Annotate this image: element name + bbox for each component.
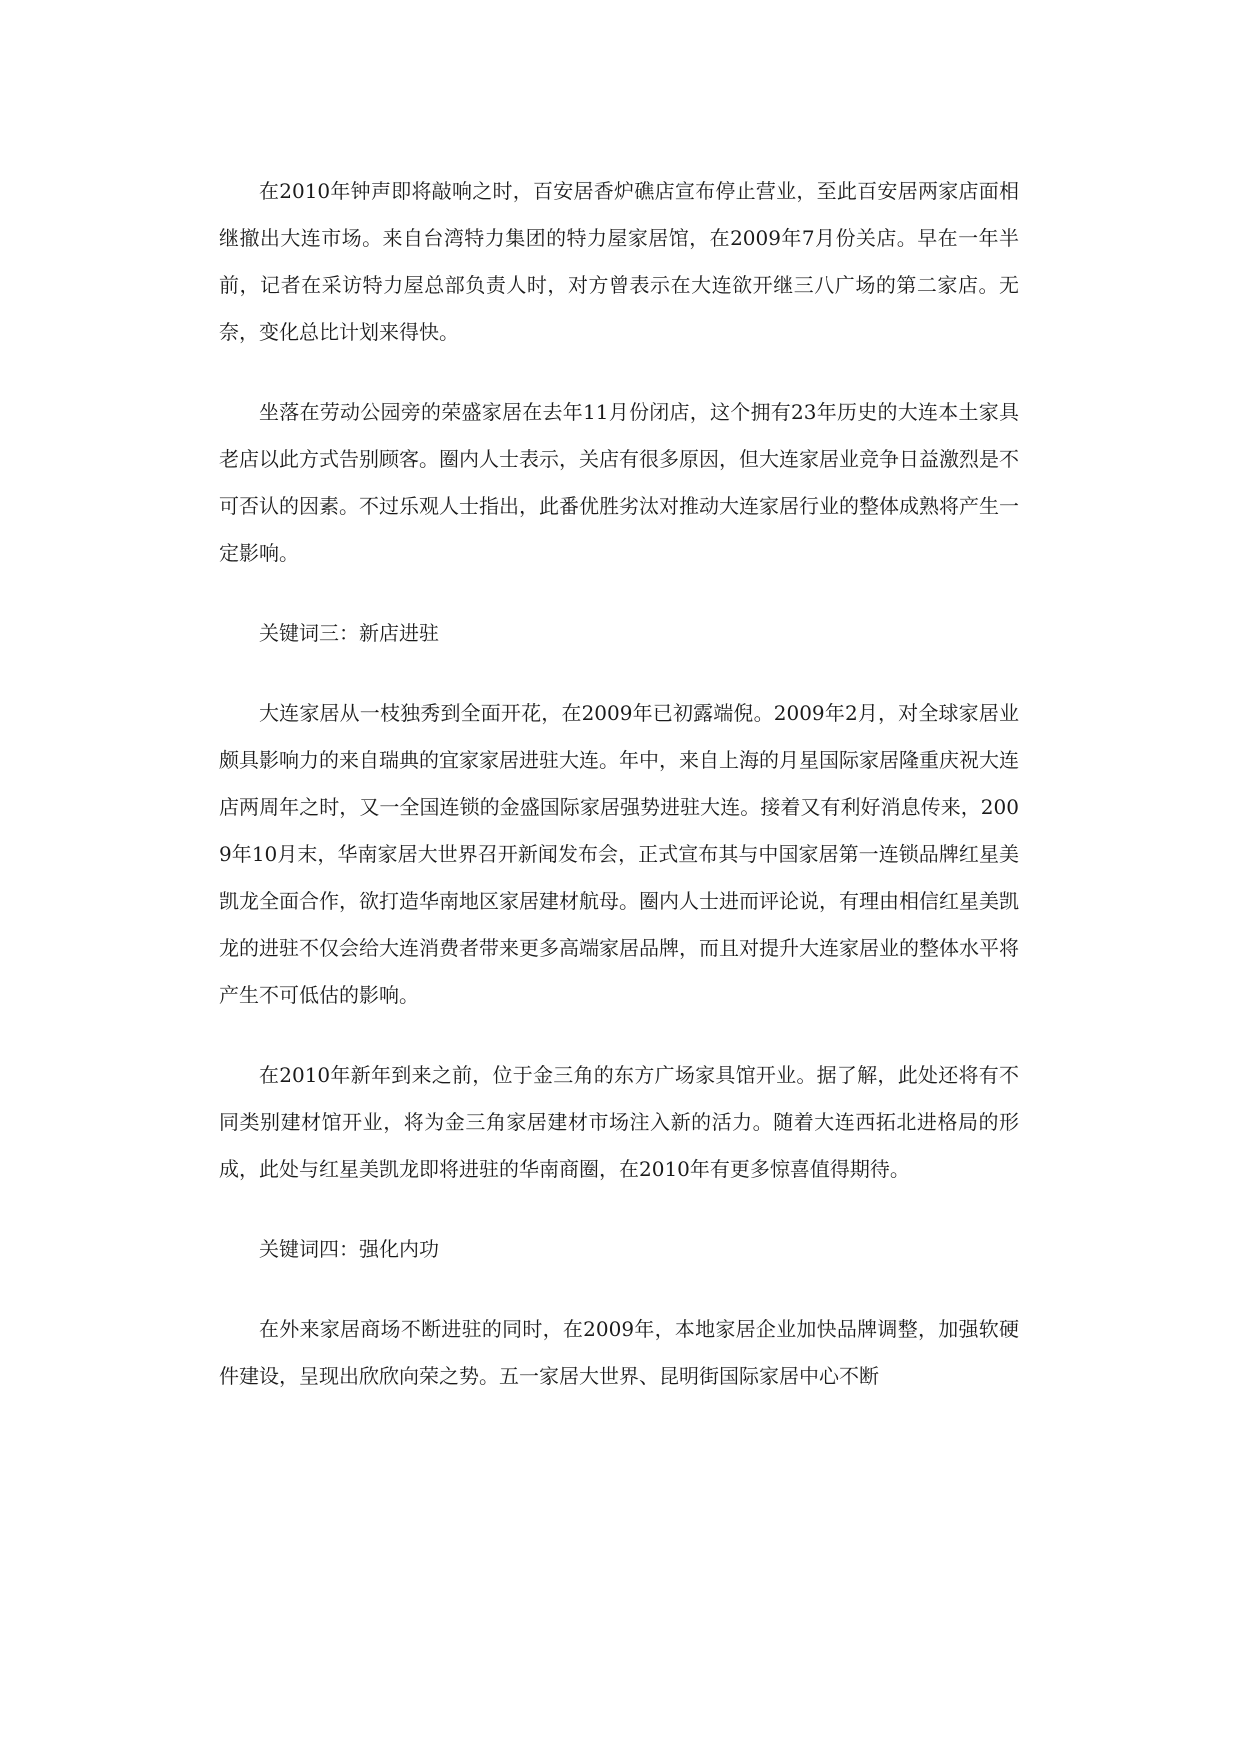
paragraph-gap [219,577,1019,610]
paragraph-gap [219,1019,1019,1052]
paragraph-gap [219,1273,1019,1306]
paragraph-local-enterprises: 在外来家居商场不断进驻的同时，在2009年，本地家居企业加快品牌调整，加强软硬件建设，呈现出欣欣向荣之势。五一家居大世界、昆明街国际家居中心不断 [219,1317,1019,1388]
paragraph-new-stores: 大连家居从一枝独秀到全面开花，在2009年已初露端倪。2009年2月，对全球家居业颇具影响力的来自瑞典的宜家家居进驻大连。年中，来自上海的月星国际家居隆重庆祝大连店两周年之时，又一全国连锁的金盛国际家居强势进驻大连。接着又有利好消息传来，2009年10月末，华南家居大世界召开新闻发布会，正式宣布其与中国家居第一连锁品牌红星美凯龙全面合作，欲打造华南地区家居建材航母。圈内人士进而评论说，有理由相信红星美凯龙的进驻不仅会给大连消费者带来更多高端家居品牌，而且对提升大连家居业的整体水平将产生不可低估的影响。 [219,701,1019,1007]
paragraph-gap [219,657,1019,690]
paragraph-dongfang-plaza: 在2010年新年到来之前，位于金三角的东方广场家具馆开业。据了解，此处还将有不同类别建材馆开业，将为金三角家居建材市场注入新的活力。随着大连西拓北进格局的形成，此处与红星美凯龙即将进驻的华南商圈，在2010年有更多惊喜值得期待。 [219,1063,1019,1181]
paragraph-gap [219,356,1019,389]
paragraph-gap [219,1193,1019,1226]
paragraph-rongsheng-closure: 坐落在劳动公园旁的荣盛家居在去年11月份闭店，这个拥有23年历史的大连本土家具老店以此方式告别顾客。圈内人士表示，关店有很多原因，但大连家居业竞争日益激烈是不可否认的因素。不过乐观人士指出，此番优胜劣汰对推动大连家居行业的整体成熟将产生一定影响。 [219,400,1019,565]
paragraph-baianju-closure: 在2010年钟声即将敲响之时，百安居香炉礁店宣布停止营业，至此百安居两家店面相继撤出大连市场。来自台湾特力集团的特力屋家居馆，在2009年7月份关店。早在一年半前，记者在采访特力屋总部负责人时，对方曾表示在大连欲开继三八广场的第二家店。无奈，变化总比计划来得快。 [219,179,1019,344]
section-heading-keyword-three: 关键词三：新店进驻 [259,621,439,645]
section-heading-keyword-four: 关键词四：强化内功 [259,1237,439,1261]
document-page [219,168,1019,1400]
